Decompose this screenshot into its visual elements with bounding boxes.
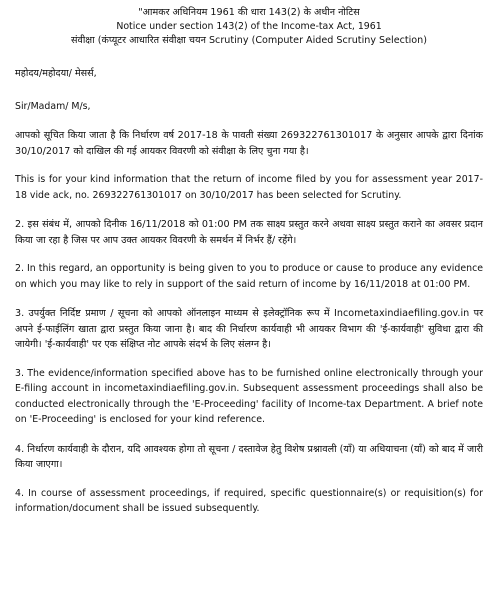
header-title-english: Notice under section 143(2) of the Income-tax Act, 1961 (116, 21, 382, 32)
paragraph-1-hindi: आपको सूचित किया जाता है कि निर्धारण वर्ष 2017-18 के पावती संख्या 269322761301017 के अनुसार आपके द्वारा दिनांक 30/10/2017 को दाखिल की गई आयकर विवरणी को संवीक्षा के लिए चुना गया है। (15, 130, 483, 157)
paragraph-3-hindi: 3. उपर्युक्त निर्दिष्ट प्रमाण / सूचना को आपको ऑनलाइन माध्यम से इलेक्ट्रॉनिक रूप में Incometaxindiaefiling.gov.in पर अपने ई-फाईलिंग खाता द्वारा प्रस्तुत किया जाना है। बाद की निर्धारण कार्यवाही भी आयकर विभाग की 'ई-कार्यवाही' सुविधा द्वारा की जायेगी। 'ई-कार्यवाही' पर एक संक्षिप्त नोट आपके संदर्भ के लिए संलग्न है। (15, 308, 483, 350)
paragraph-1-english: This is for your kind information that the return of income filed by you for assessment year 2017-18 vide ack, no. 269322761301017 on 30/10/2017 has been selected for Scrutiny. (15, 174, 483, 201)
header-title-hindi: "आमकर अधिनियम 1961 की धारा 143(2) के अधीन नोटिस (138, 7, 360, 18)
header-subtitle: संवीक्षा (कंप्यूटर आधारित संवीक्षा चयन Scrutiny (Computer Aided Scrutiny Selection) (71, 35, 427, 46)
paragraph-4-english: 4. In course of assessment proceedings, if required, specific questionnaire(s) or requisition(s) for information/document shall be issued subsequently. (15, 487, 483, 514)
salutation-english: Sir/Madam/ M/s, (15, 100, 91, 112)
notice-header (15, 6, 483, 48)
paragraph-4-hindi: 4. निर्धारण कार्यवाही के दौरान, यदि आवश्यक होगा तो सूचना / दस्तावेज हेतु विशेष प्रश्नावली (याँ) या अधियाचना (याँ) को बाद में जारी किया जाएगा। (15, 443, 483, 470)
paragraph-2-hindi: 2. इस संबंध में, आपको दिनीक 16/11/2018 को 01:00 PM तक साक्ष्य प्रस्तुत करने अथवा साक्ष्य प्रस्तुत कराने का अवसर प्रदान किया जा रहा है जिस पर आप उक्त आयकर विवरणी के समर्थन में निर्भर हैं/ रहेंगे। (15, 219, 483, 246)
paragraph-2-english: 2. In this regard, an opportunity is being given to you to produce or cause to produce any evidence on which you may like to rely in support of the said return of income by 16/11/2018 at 01:00 PM. (15, 263, 483, 290)
paragraph-3-english: 3. The evidence/information specified above has to be furnished online electronically through your E-filing account in incometaxindiaefiling.gov.in. Subsequent assessment proceedings shall also be conducted electronically through the 'E-Proceeding' facility of Income-tax Department. A brief note on 'E-Proceeding' is enclosed for your kind reference. (15, 367, 483, 425)
salutation-hindi: महोदय/महोदया/ मेसर्स, (15, 68, 97, 79)
